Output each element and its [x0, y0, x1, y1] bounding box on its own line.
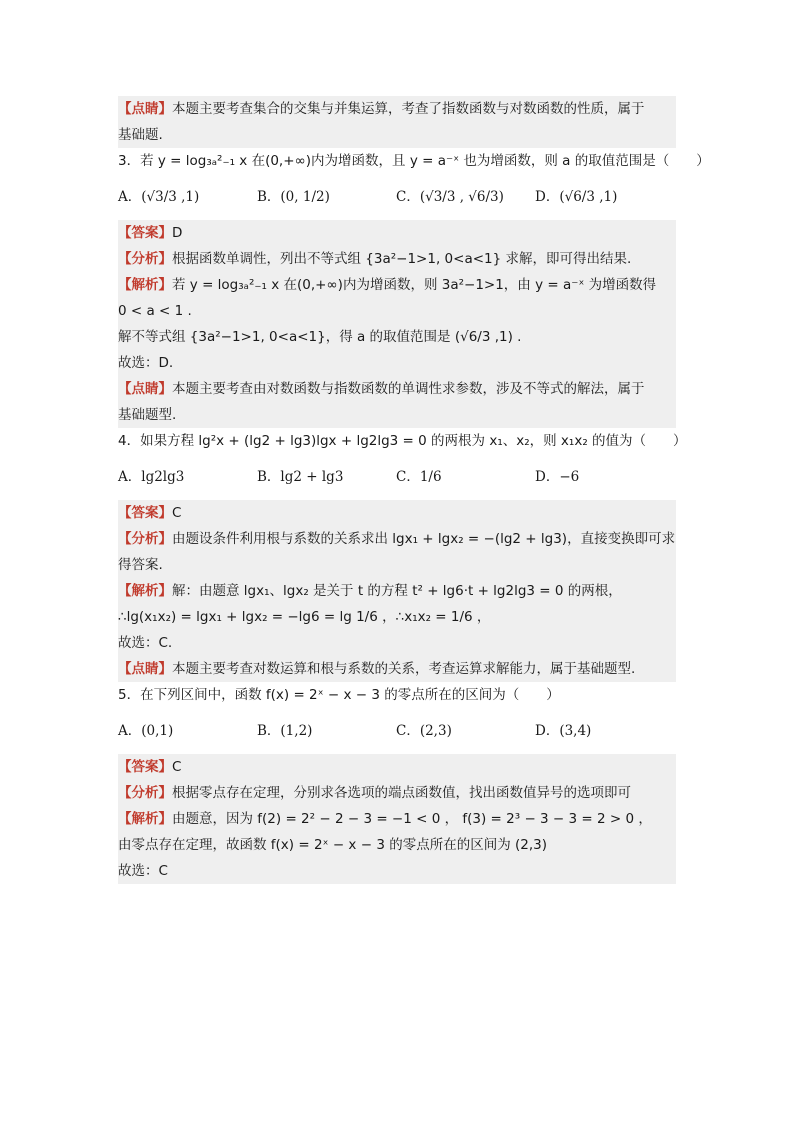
line-text: 由题设条件利用根与系数的关系求出 lgx₁ + lgx₂ = −(lg2 + lg3)，直接变换即可求	[172, 531, 676, 547]
answer-option: A．lg2lg3	[118, 469, 185, 485]
section-tag: 【点睛】	[118, 101, 172, 117]
answer-option: C．(2,3)	[396, 723, 452, 739]
section-line	[118, 376, 676, 402]
line-text: 解不等式组 {3a²−1>1, 0<a<1}，得 a 的取值范围是 (√6/3 ,1) .	[118, 329, 522, 345]
section-tag: 【分析】	[118, 785, 172, 801]
answer-option: B．(0, 1/2)	[257, 189, 330, 205]
section-line	[118, 220, 676, 246]
section-line	[118, 656, 676, 682]
document-body	[118, 96, 710, 884]
answer-options	[118, 454, 676, 500]
answer-option: D．(√6/3 ,1)	[535, 189, 618, 205]
line-text: 本题主要考查集合的交集与并集运算，考查了指数函数与对数函数的性质，属于	[172, 101, 645, 117]
section-line	[118, 806, 676, 832]
line-text: 3．若 y = log₃ₐ²₋₁ x 在(0,+∞)内为增函数，且 y = a⁻ˣ 也为增函数，则 a 的取值范围是（ ）	[118, 153, 710, 169]
section-line	[118, 780, 676, 806]
text-line	[118, 350, 676, 376]
answer-option: A．(√3/3 ,1)	[118, 189, 200, 205]
section-tag: 【答案】	[118, 759, 172, 775]
section-line	[118, 96, 676, 122]
line-text: 故选：C.	[118, 635, 173, 651]
line-text: 0 < a < 1 .	[118, 303, 192, 319]
text-line	[118, 832, 676, 858]
line-text: 解：由题意 lgx₁、lgx₂ 是关于 t 的方程 t² + lg6·t + lg2lg3 = 0 的两根，	[172, 583, 622, 599]
answer-option: D．−6	[535, 469, 580, 485]
answer-option: A．(0,1)	[118, 723, 174, 739]
line-text: 5．在下列区间中，函数 f(x) = 2ˣ − x − 3 的零点所在的区间为（ ）	[118, 687, 560, 703]
text-line	[118, 122, 676, 148]
section-line	[118, 246, 676, 272]
section-tag: 【分析】	[118, 531, 172, 547]
line-text: ∴lg(x₁x₂) = lgx₁ + lgx₂ = −lg6 = lg 1/6 ，∴x₁x₂ = 1/6 ，	[118, 609, 491, 625]
text-line	[118, 402, 676, 428]
line-text: 基础题.	[118, 127, 163, 143]
line-text: 基础题型.	[118, 407, 177, 423]
line-text: 本题主要考查对数运算和根与系数的关系，考查运算求解能力，属于基础题型.	[172, 661, 636, 677]
text-line	[118, 148, 710, 174]
section-line	[118, 272, 676, 298]
line-text: 本题主要考查由对数函数与指数函数的单调性求参数，涉及不等式的解法，属于	[172, 381, 645, 397]
text-line	[118, 552, 676, 578]
section-tag: 【点睛】	[118, 381, 172, 397]
section-line	[118, 526, 676, 552]
line-text: D	[172, 225, 183, 241]
text-line	[118, 630, 676, 656]
section-tag: 【解析】	[118, 811, 172, 827]
text-line	[118, 428, 687, 454]
section-tag: 【解析】	[118, 277, 172, 293]
text-line	[118, 324, 676, 350]
line-text: 若 y = log₃ₐ²₋₁ x 在(0,+∞)内为增函数，则 3a²−1>1，由 y = a⁻ˣ 为增函数得	[172, 277, 657, 293]
section-tag: 【分析】	[118, 251, 172, 267]
section-line	[118, 578, 676, 604]
section-line	[118, 754, 676, 780]
line-text: C	[172, 759, 182, 775]
line-text: 根据零点存在定理，分别求各选项的端点函数值，找出函数值异号的选项即可	[172, 785, 631, 801]
answer-options	[118, 708, 676, 754]
text-line	[118, 604, 676, 630]
line-text: 由题意，因为 f(2) = 2² − 2 − 3 = −1 < 0 ， f(3) = 2³ − 3 − 3 = 2 > 0 ，	[172, 811, 652, 827]
section-tag: 【解析】	[118, 583, 172, 599]
text-line	[118, 682, 676, 708]
answer-option: C．(√3/3 , √6/3)	[396, 189, 504, 205]
text-line	[118, 298, 676, 324]
line-text: 4．如果方程 lg²x + (lg2 + lg3)lgx + lg2lg3 = 0 的两根为 x₁、x₂，则 x₁x₂ 的值为（ ）	[118, 433, 687, 449]
text-line	[118, 858, 676, 884]
line-text: C	[172, 505, 182, 521]
section-line	[118, 500, 676, 526]
answer-option: D．(3,4)	[535, 723, 592, 739]
line-text: 故选：D.	[118, 355, 174, 371]
section-tag: 【点睛】	[118, 661, 172, 677]
section-tag: 【答案】	[118, 505, 172, 521]
line-text: 根据函数单调性，列出不等式组 {3a²−1>1, 0<a<1} 求解，即可得出结果.	[172, 251, 632, 267]
line-text: 得答案.	[118, 557, 163, 573]
line-text: 故选：C	[118, 863, 168, 879]
answer-options	[118, 174, 676, 220]
answer-option: C．1/6	[396, 469, 442, 485]
answer-option: B．lg2 + lg3	[257, 469, 344, 485]
section-tag: 【答案】	[118, 225, 172, 241]
line-text: 由零点存在定理，故函数 f(x) = 2ˣ − x − 3 的零点所在的区间为 (2,3)	[118, 837, 547, 853]
answer-option: B．(1,2)	[257, 723, 313, 739]
